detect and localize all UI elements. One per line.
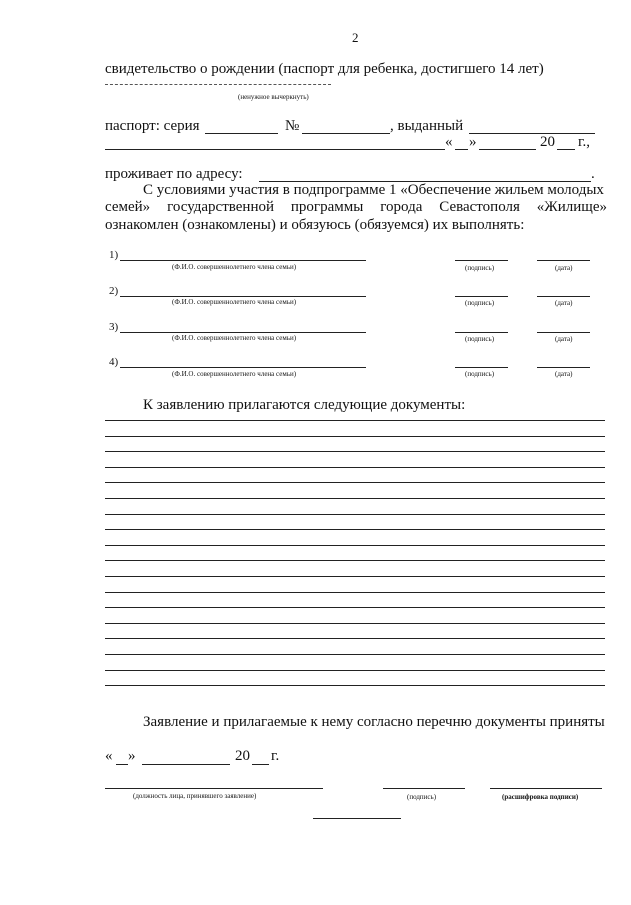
- accepted-day-field[interactable]: [116, 764, 128, 765]
- member-3-date-field[interactable]: [537, 332, 590, 333]
- attachment-line[interactable]: [105, 451, 605, 452]
- attachment-line[interactable]: [105, 529, 605, 530]
- attachment-line[interactable]: [105, 467, 605, 468]
- member-3-fio-caption: (Ф.И.О. совершеннолетнего члена семьи): [172, 334, 297, 342]
- member-1-date-field[interactable]: [537, 260, 590, 261]
- closing-line: [313, 818, 401, 819]
- issue-date-quote-close: »: [469, 134, 477, 150]
- member-2-fio-field[interactable]: [120, 296, 366, 297]
- member-4-signature-caption: (подпись): [465, 370, 495, 378]
- attachment-line[interactable]: [105, 592, 605, 593]
- attachment-line[interactable]: [105, 670, 605, 671]
- passport-series-label: паспорт: серия: [105, 118, 200, 134]
- passport-series-field[interactable]: [205, 133, 278, 134]
- accepted-text: Заявление и прилагаемые к нему согласно перечню документы приняты: [143, 714, 605, 730]
- attachment-line[interactable]: [105, 498, 605, 499]
- conditions-word: программы: [290, 199, 364, 215]
- member-4-fio-field[interactable]: [120, 367, 366, 368]
- passport-issued-by-field[interactable]: [469, 133, 595, 134]
- attachment-line[interactable]: [105, 514, 605, 515]
- passport-number-sign: №: [285, 118, 300, 134]
- footer-signature-field[interactable]: [383, 788, 465, 789]
- member-1-signature-field[interactable]: [455, 260, 508, 261]
- member-2-date-field[interactable]: [537, 296, 590, 297]
- footer-decode-field[interactable]: [490, 788, 602, 789]
- member-1-signature-caption: (подпись): [465, 264, 495, 272]
- attachment-line[interactable]: [105, 420, 605, 421]
- member-2-number: 2): [109, 285, 119, 297]
- attachment-line[interactable]: [105, 576, 605, 577]
- attachment-line[interactable]: [105, 560, 605, 561]
- member-3-fio-field[interactable]: [120, 332, 366, 333]
- birth-certificate-dashed-line: [105, 84, 331, 85]
- accepted-quote-open: «: [105, 748, 113, 764]
- attachment-line[interactable]: [105, 545, 605, 546]
- member-2-signature-field[interactable]: [455, 296, 508, 297]
- member-3-signature-caption: (подпись): [465, 335, 495, 343]
- member-4-fio-caption: (Ф.И.О. совершеннолетнего члена семьи): [172, 370, 297, 378]
- member-2-fio-caption: (Ф.И.О. совершеннолетнего члена семьи): [172, 298, 297, 306]
- attachment-line[interactable]: [105, 638, 605, 639]
- member-1-number: 1): [109, 249, 119, 261]
- issue-day-field[interactable]: [455, 149, 468, 150]
- member-2-signature-caption: (подпись): [465, 299, 495, 307]
- accepted-year-suffix: г.: [271, 748, 280, 764]
- member-1-fio-caption: (Ф.И.О. совершеннолетнего члена семьи): [172, 263, 297, 271]
- issue-date-quote-open: «: [445, 134, 453, 150]
- member-3-signature-field[interactable]: [455, 332, 508, 333]
- member-1-date-caption: (дата): [555, 264, 573, 272]
- address-end: .: [591, 166, 595, 182]
- address-label: проживает по адресу:: [105, 166, 243, 182]
- member-2-date-caption: (дата): [555, 299, 573, 307]
- page-number: 2: [352, 30, 359, 45]
- attachment-line[interactable]: [105, 607, 605, 608]
- conditions-line-1: С условиями участия в подпрограмме 1 «Обеспечение жильем молодых: [143, 182, 604, 198]
- birth-certificate-note: (ненужное вычеркнуть): [238, 93, 309, 101]
- conditions-word: семей»: [105, 199, 151, 215]
- conditions-line-2: [105, 199, 607, 216]
- member-4-date-field[interactable]: [537, 367, 590, 368]
- footer-decode-caption: (расшифровка подписи): [502, 793, 579, 801]
- member-4-number: 4): [109, 356, 119, 368]
- position-field[interactable]: [105, 788, 323, 789]
- conditions-word: государственной: [167, 199, 274, 215]
- footer-signature-caption: (подпись): [407, 793, 437, 801]
- accepted-month-field[interactable]: [142, 764, 230, 765]
- issue-year-suffix: г.,: [578, 134, 590, 150]
- attachment-line[interactable]: [105, 436, 605, 437]
- member-3-date-caption: (дата): [555, 335, 573, 343]
- passport-issued-by-field-2[interactable]: [105, 149, 445, 150]
- conditions-line-3: ознакомлен (ознакомлены) и обязуюсь (обязуемся) их выполнять:: [105, 217, 525, 233]
- conditions-word: «Жилище»: [536, 199, 607, 215]
- issue-month-field[interactable]: [479, 149, 536, 150]
- position-caption: (должность лица, принявшего заявление): [133, 792, 257, 800]
- birth-certificate-text: свидетельство о рождении (паспорт для ребенка, достигшего 14 лет): [105, 61, 544, 77]
- attachments-heading: К заявлению прилагаются следующие документы:: [143, 397, 466, 413]
- issue-year-prefix: 20: [540, 134, 555, 150]
- attachment-line[interactable]: [105, 623, 605, 624]
- issue-year-field[interactable]: [557, 149, 575, 150]
- attachment-line[interactable]: [105, 654, 605, 655]
- member-3-number: 3): [109, 321, 119, 333]
- attachment-line[interactable]: [105, 482, 605, 483]
- accepted-year-field[interactable]: [252, 764, 269, 765]
- member-1-fio-field[interactable]: [120, 260, 366, 261]
- member-4-date-caption: (дата): [555, 370, 573, 378]
- attachment-line[interactable]: [105, 685, 605, 686]
- accepted-quote-close: »: [128, 748, 136, 764]
- passport-number-field[interactable]: [302, 133, 390, 134]
- conditions-word: города: [380, 199, 423, 215]
- passport-issued-label: , выданный: [390, 118, 464, 134]
- accepted-year-prefix: 20: [235, 748, 250, 764]
- member-4-signature-field[interactable]: [455, 367, 508, 368]
- conditions-word: Севастополя: [439, 199, 520, 215]
